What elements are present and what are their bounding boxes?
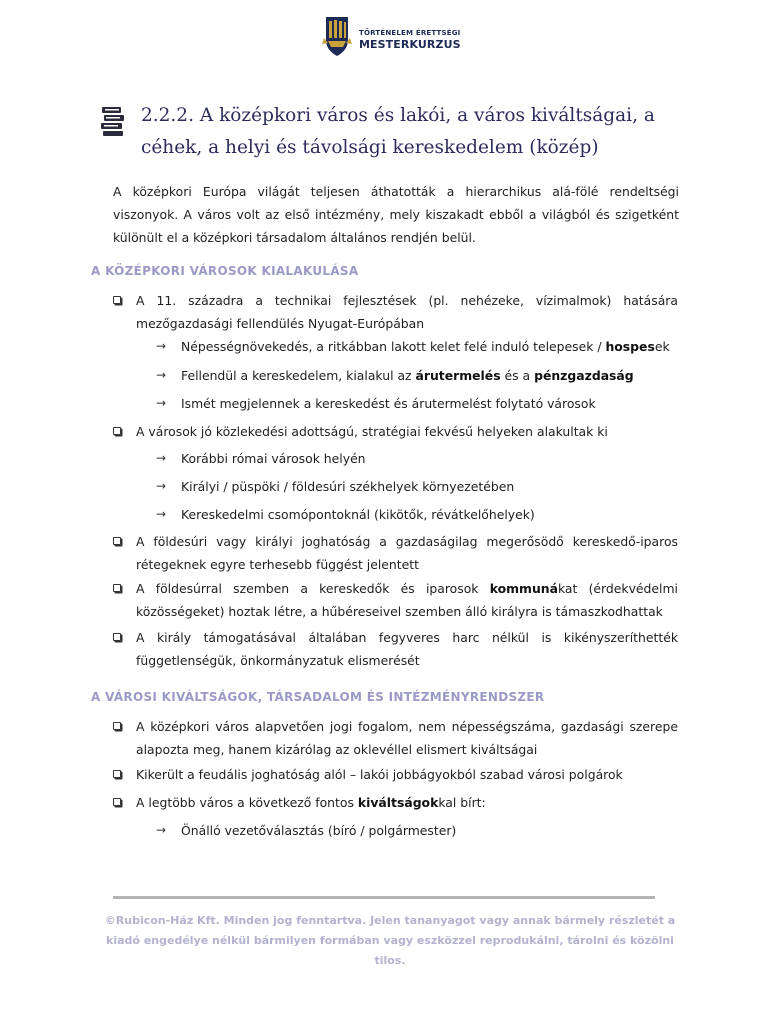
bold-term: kiváltságok [357, 795, 439, 810]
list-item [136, 289, 678, 335]
page-title: 2.2.2. A középkori város és lakói, a város kiváltságai, a céhek, a helyi és távolsági kereskedelem (közép) [141, 105, 655, 158]
logo-title: MESTERKURZUS [359, 38, 461, 51]
bold-term: árutermelés [415, 368, 501, 383]
brand-logo [322, 14, 461, 60]
section-heading-privileges: A VÁROSI KIVÁLTSÁGOK, TÁRSADALOM ÉS INTÉZMÉNYRENDSZER [91, 690, 545, 704]
sub-item-text: Fellendül a kereskedelem, kialakul az [181, 368, 416, 383]
sub-item-text: Népességnövekedés, a ritkábban lakott kelet felé induló telepesek / [181, 339, 606, 354]
list-item-text: A 11. századra a technikai fejlesztések (pl. nehézeke, vízimalmok) hatására mezőgazdasági fellendülés Nyugat-Európában [136, 293, 678, 331]
sub-list-item [156, 335, 681, 358]
intro-paragraph: A középkori Európa világát teljesen áthatották a hierarchikus alá-fölé rendeltségi viszonyok. A város volt az első intézmény, mely kiszakadt ebből a világból és szigetként különült el a középkori társadalom általános rendjén belül. [113, 184, 679, 245]
bold-term: kommuná [489, 581, 558, 596]
arrow-right-icon: → [156, 823, 167, 837]
checkbox-bullet-icon [113, 584, 121, 592]
copyright-footer: ©Rubicon-Ház Kft. Minden jog fenntartva. Jelen tananyagot vagy annak bármely részletét a kiadó engedélye nélkül bármilyen formában vagy eszközzel reprodukálni, tárolni és közölni tilos. [104, 914, 676, 967]
list-item-text: kat (érdekvédelmi közösségeket) hoztak létre, a hűbéreseivel szemben álló királyra is támaszkodhattak [136, 581, 678, 619]
arrow-right-icon: → [156, 507, 167, 521]
list-item-text: A földesúri vagy királyi joghatóság a gazdaságilag megerősödő kereskedő-iparos rétegeknek egyre terhesebb függést jelentett [136, 534, 678, 572]
checkbox-bullet-icon [113, 537, 121, 545]
sub-item-text: Korábbi római városok helyén [181, 451, 366, 466]
list-item-text: kal bírt: [438, 795, 486, 810]
shield-emblem-icon [322, 14, 352, 58]
list-item [136, 626, 678, 672]
arrow-right-icon: → [156, 368, 167, 382]
books-icon [100, 106, 126, 136]
section-heading-formation: A KÖZÉPKORI VÁROSOK KIALAKULÁSA [91, 264, 359, 278]
list-item-text: A földesúrral szemben a kereskedők és iparosok [136, 581, 490, 596]
sub-item-text: Ismét megjelennek a kereskedést és árutermelést folytató városok [181, 396, 596, 411]
footer-divider [113, 896, 655, 899]
sub-list-item [156, 392, 681, 415]
sub-item-text: ek [654, 339, 670, 354]
list-item [136, 530, 678, 576]
sub-list-item [156, 819, 681, 842]
list-item [136, 763, 678, 786]
list-item-text: A városok jó közlekedési adottságú, stratégiai fekvésű helyeken alakultak ki [136, 424, 608, 439]
checkbox-bullet-icon [113, 722, 121, 730]
checkbox-bullet-icon [113, 427, 121, 435]
bold-term: pénzgazdaság [534, 368, 634, 383]
sub-list-item [156, 475, 681, 498]
sub-item-text: Kereskedelmi csomópontoknál (kikötők, révátkelőhelyek) [181, 507, 535, 522]
checkbox-bullet-icon [113, 770, 121, 778]
arrow-right-icon: → [156, 396, 167, 410]
checkbox-bullet-icon [113, 296, 121, 304]
list-item-text: A király támogatásával általában fegyveres harc nélkül is kikényszeríthették függetlenségük, önkormányzatuk elismerését [136, 630, 678, 668]
list-item [136, 715, 678, 761]
sub-item-text: Önálló vezetőválasztás (bíró / polgármester) [181, 823, 457, 838]
bold-term: hospes [605, 339, 655, 354]
list-item [136, 420, 678, 443]
list-item-text: A középkori város alapvetően jogi fogalom, nem népességszáma, gazdasági szerepe alapozta meg, hanem kizárólag az oklevéllel elismert kiváltságai [136, 719, 678, 757]
arrow-right-icon: → [156, 339, 167, 353]
list-item-text: A legtöbb város a következő fontos [136, 795, 358, 810]
checkbox-bullet-icon [113, 798, 121, 806]
arrow-right-icon: → [156, 451, 167, 465]
list-item [136, 577, 678, 623]
logo-subtitle: TÖRTÉNELEM ÉRETTSÉGI [359, 29, 461, 37]
arrow-right-icon: → [156, 479, 167, 493]
sub-list-item [156, 447, 681, 470]
sub-item-text: és a [500, 368, 535, 383]
checkbox-bullet-icon [113, 633, 121, 641]
list-item-text: Kikerült a feudális joghatóság alól – lakói jobbágyokból szabad városi polgárok [136, 767, 623, 782]
list-item [136, 791, 678, 814]
sub-list-item [156, 364, 681, 387]
sub-list-item [156, 503, 681, 526]
sub-item-text: Királyi / püspöki / földesúri székhelyek környezetében [181, 479, 515, 494]
